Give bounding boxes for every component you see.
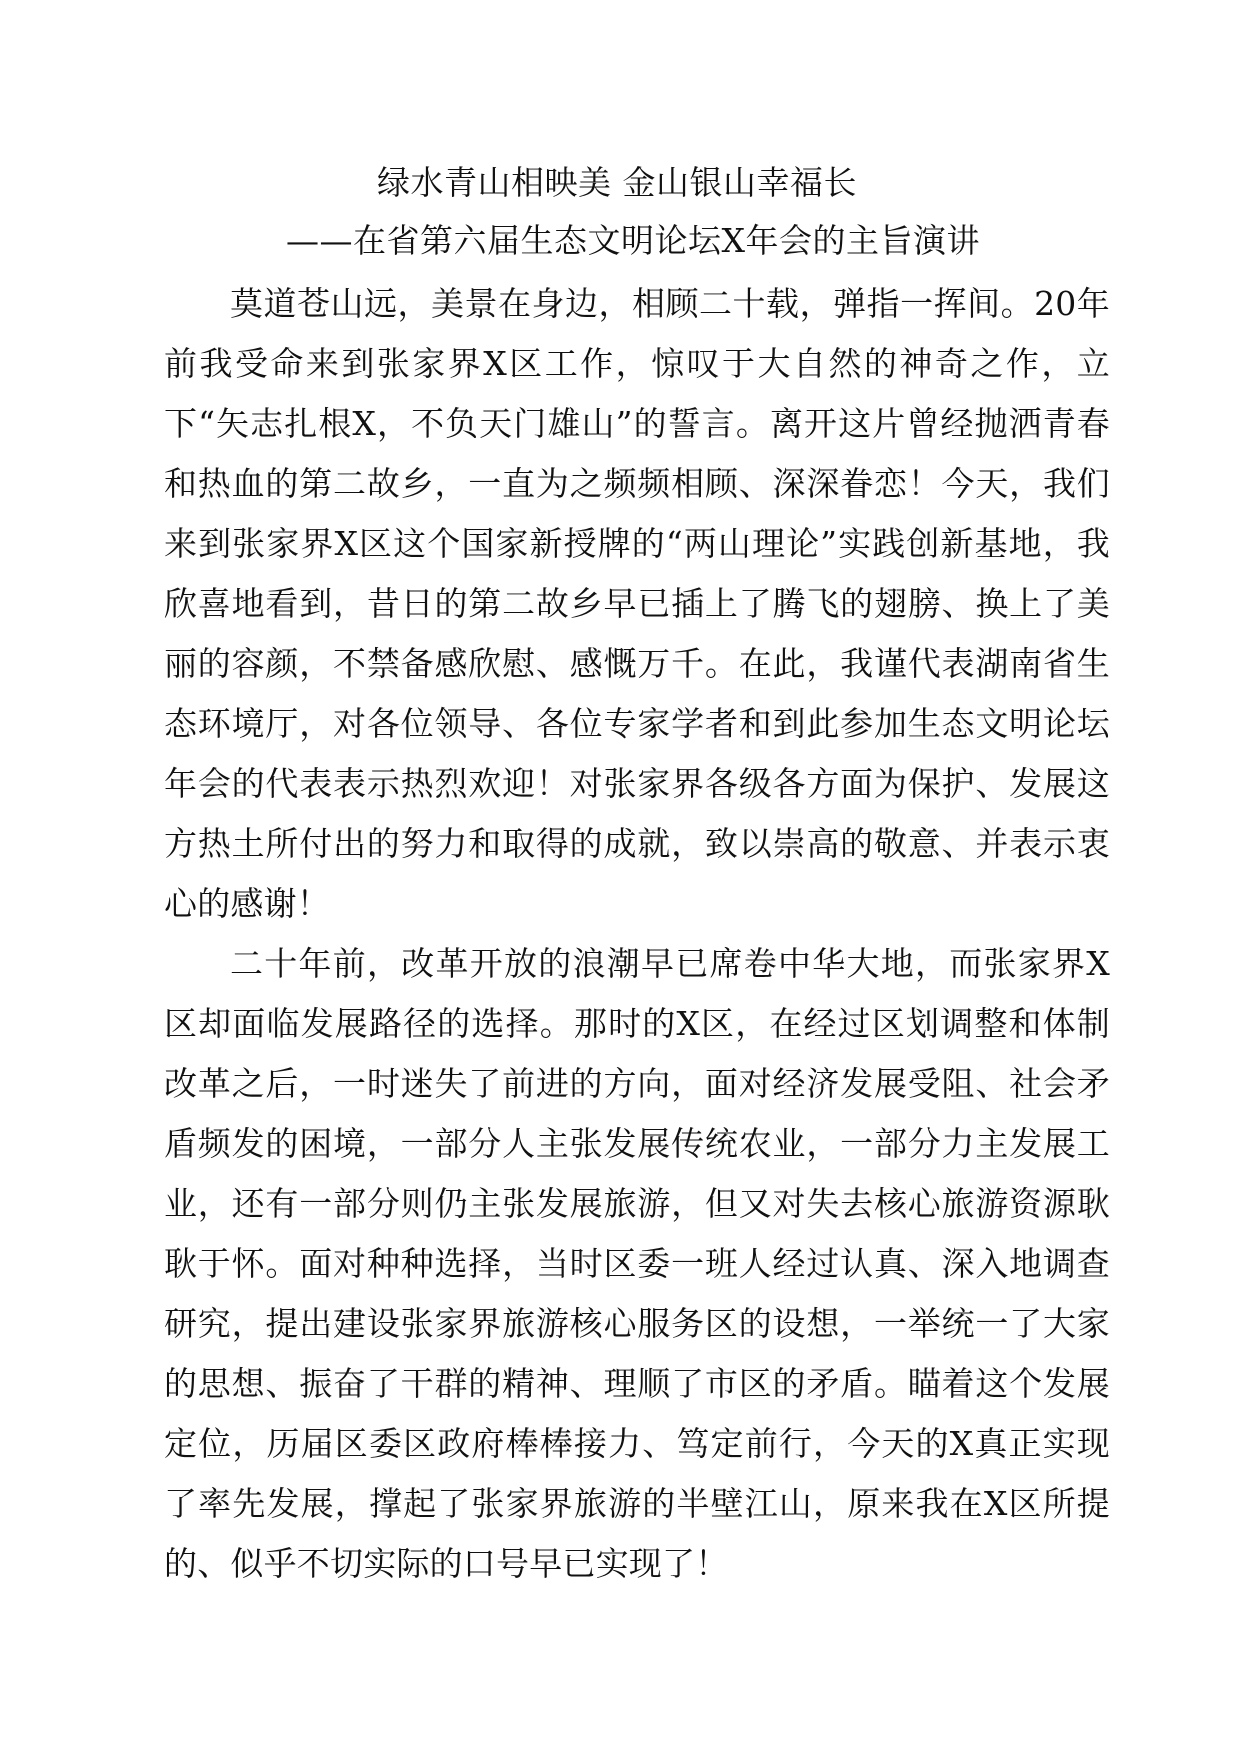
document-title: 绿水青山相映美 金山银山幸福长 bbox=[377, 163, 857, 202]
document-body bbox=[164, 274, 1110, 1594]
paragraph-1: 莫道苍山远，美景在身边，相顾二十载，弹指一挥间。20年前我受命来到张家界X区工作，惊叹于大自然的神奇之作，立下“矢志扎根X，不负天门雄山”的誓言。离开这片曾经抛洒青春和热血的第二故乡，一直为之频频相顾、深深眷恋！今天，我们来到张家界X区这个国家新授牌的“两山理论”实践创新基地，我欣喜地看到，昔日的第二故乡早已插上了腾飞的翅膀、换上了美丽的容颜，不禁备感欣慰、感慨万千。在此，我谨代表湖南省生态环境厅，对各位领导、各位专家学者和到此参加生态文明论坛年会的代表表示热烈欢迎！对张家界各级各方面为保护、发展这方热土所付出的努力和取得的成就，致以崇高的敬意、并表示衷心的感谢！ bbox=[164, 284, 1110, 923]
paragraph-2: 二十年前，改革开放的浪潮早已席卷中华大地，而张家界X区却面临发展路径的选择。那时的X区，在经过区划调整和体制改革之后，一时迷失了前进的方向，面对经济发展受阻、社会矛盾频发的困境，一部分人主张发展传统农业，一部分力主发展工业，还有一部分则仍主张发展旅游，但又对失去核心旅游资源耿耿于怀。面对种种选择，当时区委一班人经过认真、深入地调查研究，提出建设张家界旅游核心服务区的设想，一举统一了大家的思想、振奋了干群的精神、理顺了市区的矛盾。瞄着这个发展定位，历届区委区政府棒棒接力、笃定前行，今天的X真正实现了率先发展，撑起了张家界旅游的半壁江山，原来我在X区所提的、似乎不切实际的口号早已实现了！ bbox=[164, 944, 1110, 1583]
document-subtitle: ——在省第六届生态文明论坛X年会的主旨演讲 bbox=[286, 221, 980, 260]
